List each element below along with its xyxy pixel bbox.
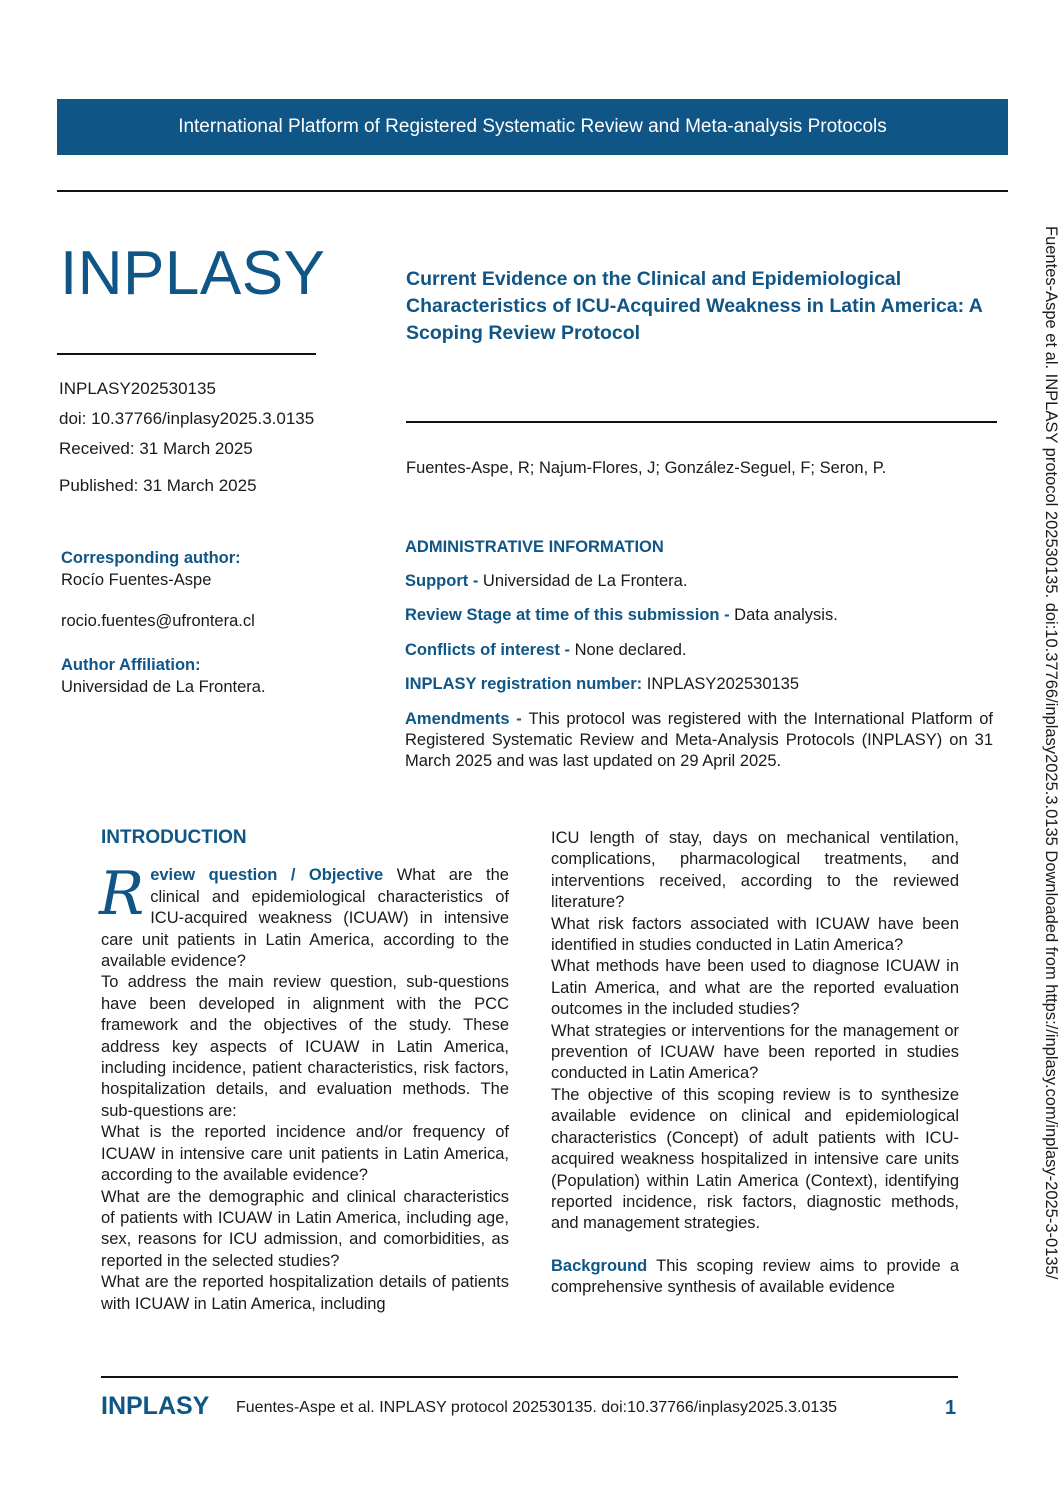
corresponding-author-block	[61, 547, 381, 591]
drop-cap: R	[99, 859, 145, 930]
subquestion-management: What strategies or interventions for the management or prevention of ICUAW have been reported in studies conducted in Latin America?	[551, 1021, 959, 1083]
background-paragraph	[551, 1256, 959, 1299]
hospitalization-continued: ICU length of stay, days on mechanical ventilation, complications, pharmacological treatments, and interventions received, according to the reviewed literature?	[551, 829, 959, 912]
published-date: Published: 31 March 2025	[59, 476, 257, 495]
introduction-heading: INTRODUCTION	[101, 827, 247, 848]
footer-divider	[101, 1376, 958, 1378]
body-right-column	[551, 828, 959, 1299]
registration-label: INPLASY registration number:	[405, 675, 647, 693]
review-question-paragraph	[99, 859, 509, 972]
affiliation-label: Author Affiliation:	[61, 656, 201, 674]
vertical-citation: Fuentes-Aspe et al. INPLASY protocol 202530135. doi:10.37766/inplasy2025.3.0135 Downloaded from https://inplasy.com/inplasy-2025-3-0135/	[1042, 226, 1060, 1280]
conflicts-label: Conflicts of interest -	[405, 641, 575, 659]
review-question-text: What are the clinical and epidemiological characteristics of ICU-acquired weakness (ICUAW) in intensive care unit patients in Latin America, according to the available evidence?	[101, 866, 509, 971]
registration-line	[405, 674, 993, 695]
corresponding-author-name: Rocío Fuentes-Aspe	[61, 571, 212, 589]
subquestion-characteristics: What are the demographic and clinical characteristics of patients with ICUAW in Latin America, including age, sex, reasons for ICU admission, and comorbidities, as reported in the selected studies?	[101, 1187, 509, 1270]
header-divider	[57, 190, 1008, 192]
objective-paragraph: The objective of this scoping review is to synthesize available evidence on clinical and epidemiological characteristics (Concept) of adult patients with ICU-acquired weakness hospitalized in intensive care units (Population) within Latin America (Context), identifying reported incidence, risk factors, diagnostic methods, and management strategies.	[551, 1085, 959, 1233]
footer-citation: Fuentes-Aspe et al. INPLASY protocol 202530135. doi:10.37766/inplasy2025.3.0135	[236, 1399, 838, 1416]
review-stage-value: Data analysis.	[734, 606, 838, 624]
admin-heading: ADMINISTRATIVE INFORMATION	[405, 538, 664, 556]
footer-logo: INPLASY	[101, 1392, 210, 1420]
subquestion-incidence: What is the reported incidence and/or frequency of ICUAW in intensive care unit patients in Latin America, according to the available evidence?	[101, 1123, 509, 1185]
affiliation-block	[61, 654, 381, 698]
author-list: Fuentes-Aspe, R; Najum-Flores, J; González-Seguel, F; Seron, P.	[406, 459, 887, 477]
doi[interactable]: doi: 10.37766/inplasy2025.3.0135	[59, 409, 315, 428]
registration-value: INPLASY202530135	[646, 675, 800, 693]
review-question-label: eview question / Objective	[150, 866, 384, 885]
background-text: This scoping review aims to provide a comprehensive synthesis of available evidence	[551, 1256, 959, 1297]
subquestion-diagnosis: What methods have been used to diagnose ICUAW in Latin America, and what are the reported evaluation outcomes in the included studies?	[551, 957, 959, 1019]
article-title: Current Evidence on the Clinical and Epidemiological Characteristics of ICU-Acquired Weakness in Latin America: A Scoping Review Protocol	[406, 268, 983, 344]
review-stage-line	[405, 605, 993, 626]
title-divider	[406, 421, 997, 423]
support-value: Universidad de La Frontera.	[482, 572, 688, 590]
subquestion-risk-factors: What risk factors associated with ICUAW have been identified in studies conducted in Latin America?	[551, 914, 959, 955]
conflicts-value: None declared.	[574, 641, 687, 659]
review-stage-label: Review Stage at time of this submission -	[405, 606, 735, 624]
protocol-id: INPLASY202530135	[59, 379, 216, 398]
subquestion-hospitalization: What are the reported hospitalization details of patients with ICUAW in Latin America, including	[101, 1273, 509, 1313]
subquestions-intro: To address the main review question, sub-questions have been developed in alignment with the PCC framework and the objectives of the study. These address key aspects of ICUAW in Latin America, including incidence, patient characteristics, risk factors, hospitalization details, and evaluation methods. The sub-questions are:	[101, 973, 509, 1120]
corresponding-author-label: Corresponding author:	[61, 549, 241, 567]
author-email[interactable]: rocio.fuentes@ufrontera.cl	[61, 612, 255, 630]
platform-banner: International Platform of Registered Systematic Review and Meta-analysis Protocols	[57, 99, 1008, 155]
logo-divider	[57, 353, 316, 355]
conflicts-line	[405, 640, 993, 661]
body-left-column	[101, 827, 509, 1315]
background-label: Background	[551, 1256, 648, 1275]
amendments-label: Amendments -	[405, 710, 529, 728]
affiliation-text: Universidad de La Frontera.	[61, 678, 266, 696]
amendments-text: This protocol was registered with the International Platform of Registered Systematic Review and Meta-Analysis Protocols (INPLASY) on 31 March 2025 and was last updated on 29 April 2025.	[405, 710, 993, 770]
support-label: Support -	[405, 572, 483, 590]
support-line	[405, 571, 993, 592]
amendments-paragraph	[405, 709, 993, 772]
inplasy-logo: INPLASY	[60, 239, 326, 308]
page-number: 1	[945, 1397, 957, 1419]
received-date: Received: 31 March 2025	[59, 439, 253, 458]
